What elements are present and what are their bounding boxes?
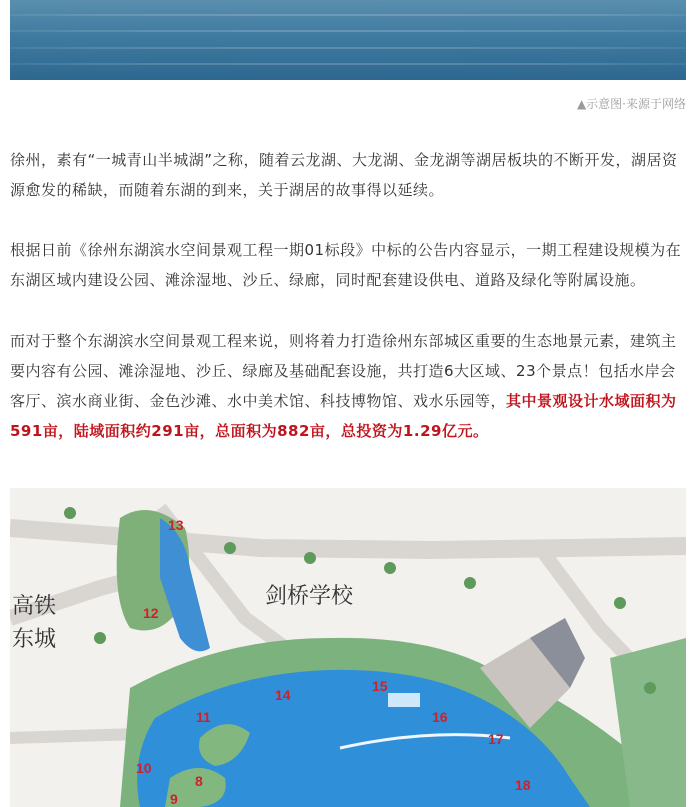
map-spot-10: 10 — [136, 760, 152, 776]
image-caption: ▲示意图·来源于网络 — [576, 97, 686, 111]
map-spot-8: 8 — [195, 773, 203, 789]
hero-sea-image — [10, 0, 686, 80]
map-spot-15: 15 — [372, 678, 388, 694]
paragraph-highlight: 其中景观设计水域面积为591亩，陆域面积约291亩，总面积为882亩，总投资为1.29亿元。 — [10, 392, 677, 440]
paragraph-project-text: 而对于整个东湖滨水空间景观工程来说，则将着力打造徐州东部城区重要的生态地景元素，建筑主要内容有公园、滩涂湿地、沙丘、绿廊及基础配套设施，共打造6大区域、23个景点！包括水岸会客厅、滨水商业街、金色沙滩、水中美术馆、科技博物馆、戏水乐园等， — [10, 332, 677, 410]
paragraph-tender-text: 根据日前《徐州东湖滨水空间景观工程一期01标段》中标的公告内容显示，一期工程建设规模为在东湖区域内建设公园、滩涂湿地、沙丘、绿廊，同时配套建设供电、道路及绿化等附属设施。 — [10, 241, 682, 289]
landscape-plan-map — [10, 488, 686, 807]
paragraph-project — [10, 326, 686, 446]
map-spot-13: 13 — [168, 517, 184, 533]
map-label-station-1: 高铁 — [12, 593, 57, 618]
map-spot-12: 12 — [143, 605, 159, 621]
paragraph-intro — [10, 145, 686, 205]
map-spot-16: 16 — [432, 709, 448, 725]
map-drawing — [10, 488, 686, 807]
map-spot-9: 9 — [170, 791, 178, 807]
map-label-school: 剑桥学校 — [265, 583, 354, 608]
map-spot-17: 17 — [488, 731, 504, 747]
paragraph-intro-text: 徐州，素有“一城青山半城湖”之称，随着云龙湖、大龙湖、金龙湖等湖居板块的不断开发，湖居资源愈发的稀缺，而随着东湖的到来，关于湖居的故事得以延续。 — [10, 151, 678, 199]
map-spot-14: 14 — [275, 687, 291, 703]
map-spot-11: 11 — [196, 709, 211, 725]
map-label-station-2: 东城 — [12, 626, 57, 651]
map-spot-18: 18 — [515, 777, 531, 793]
paragraph-tender — [10, 235, 686, 295]
